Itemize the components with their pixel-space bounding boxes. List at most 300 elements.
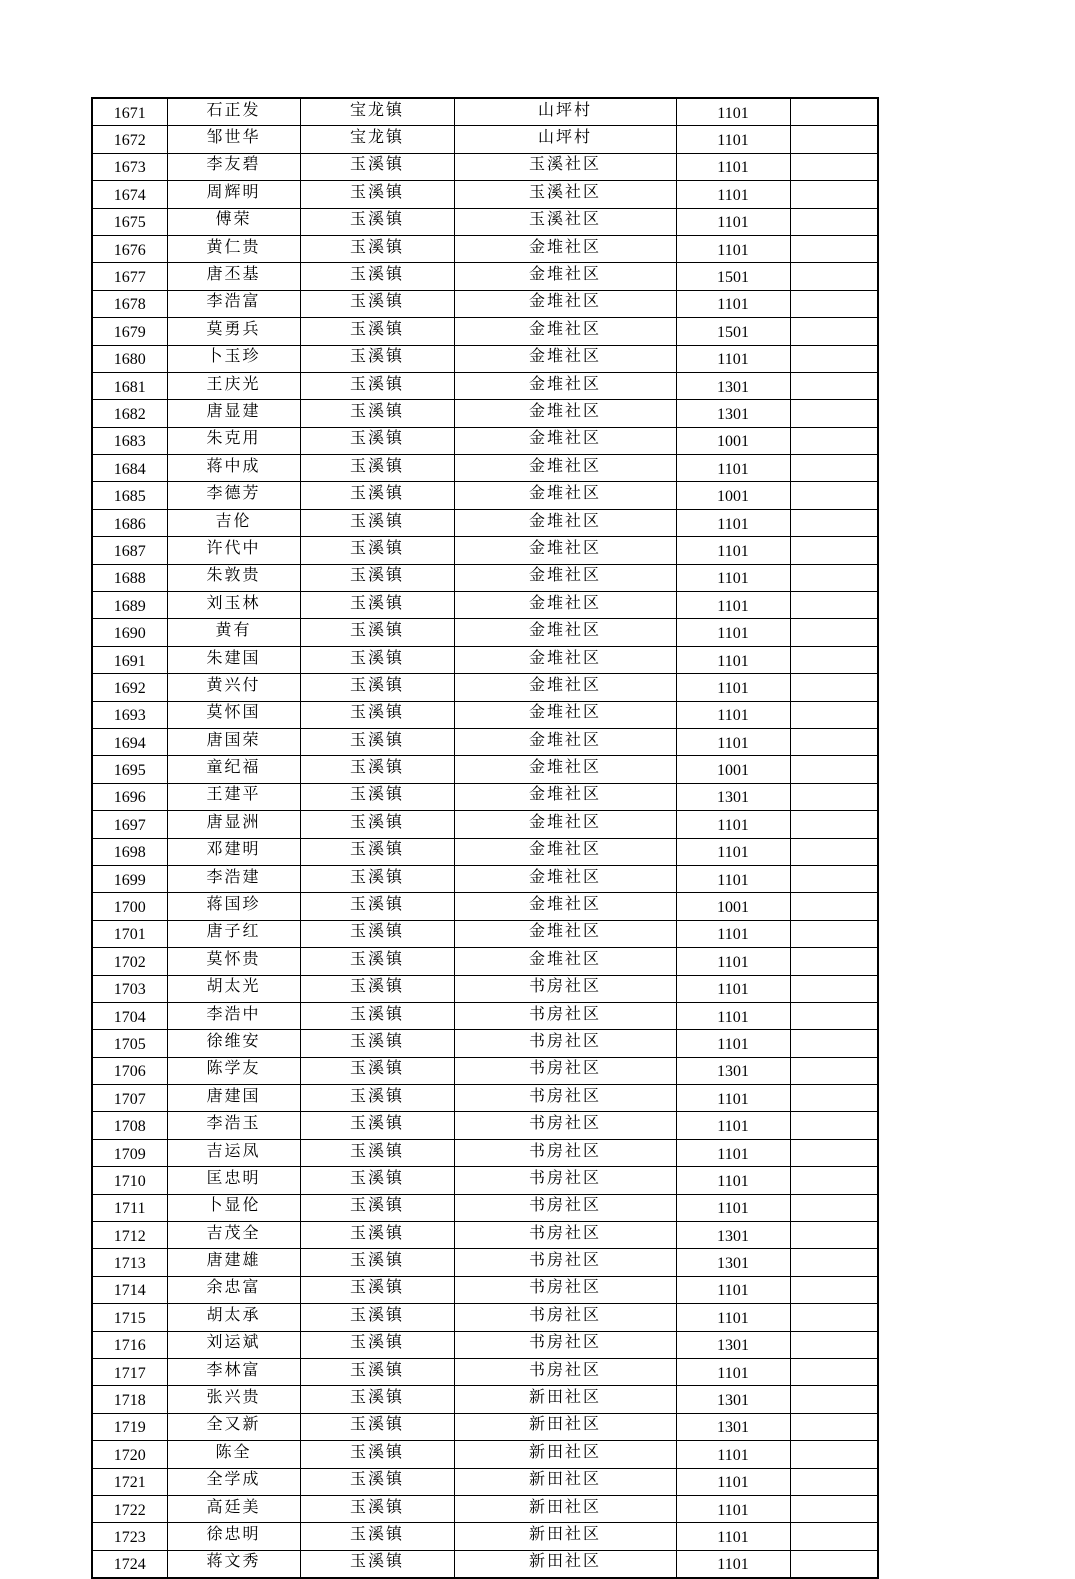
table-row [92,482,878,509]
cell-town: 玉溪镇 [300,1441,454,1468]
cell-serial-no: 1722 [92,1495,167,1522]
cell-community: 玉溪社区 [454,181,676,208]
cell-name: 黄兴付 [167,674,300,701]
cell-remark [790,1002,878,1029]
cell-serial-no: 1721 [92,1468,167,1495]
cell-name: 朱建国 [167,646,300,673]
cell-code: 1101 [676,537,790,564]
cell-serial-no: 1708 [92,1112,167,1139]
cell-town: 玉溪镇 [300,318,454,345]
cell-code: 1101 [676,1550,790,1578]
table-row [92,728,878,755]
cell-remark [790,509,878,536]
cell-town: 玉溪镇 [300,427,454,454]
cell-community: 金堆社区 [454,838,676,865]
cell-town: 玉溪镇 [300,811,454,838]
cell-remark [790,865,878,892]
cell-town: 玉溪镇 [300,153,454,180]
cell-town: 玉溪镇 [300,1331,454,1358]
cell-code: 1301 [676,1331,790,1358]
cell-town: 玉溪镇 [300,181,454,208]
cell-code: 1101 [676,1194,790,1221]
cell-name: 莫怀贵 [167,948,300,975]
cell-name: 胡太光 [167,975,300,1002]
cell-town: 玉溪镇 [300,400,454,427]
cell-community: 金堆社区 [454,811,676,838]
cell-name: 唐显洲 [167,811,300,838]
cell-serial-no: 1718 [92,1386,167,1413]
cell-code: 1101 [676,98,790,126]
cell-town: 玉溪镇 [300,1030,454,1057]
cell-name: 朱克用 [167,427,300,454]
cell-town: 玉溪镇 [300,1550,454,1578]
cell-name: 吉运凤 [167,1139,300,1166]
table-row [92,1523,878,1550]
cell-code: 1101 [676,1441,790,1468]
cell-town: 玉溪镇 [300,1249,454,1276]
table-row [92,1386,878,1413]
cell-remark [790,701,878,728]
cell-name: 吉伦 [167,509,300,536]
cell-remark [790,893,878,920]
table-row [92,1550,878,1578]
cell-town: 宝龙镇 [300,98,454,126]
cell-community: 金堆社区 [454,756,676,783]
cell-name: 李浩富 [167,290,300,317]
cell-community: 书房社区 [454,1358,676,1385]
cell-town: 玉溪镇 [300,372,454,399]
cell-name: 李林富 [167,1358,300,1385]
cell-town: 玉溪镇 [300,1085,454,1112]
cell-name: 卜玉珍 [167,345,300,372]
cell-name: 周辉明 [167,181,300,208]
cell-community: 玉溪社区 [454,208,676,235]
cell-community: 书房社区 [454,1167,676,1194]
cell-remark [790,920,878,947]
cell-name: 李浩玉 [167,1112,300,1139]
cell-name: 黄仁贵 [167,235,300,262]
cell-serial-no: 1690 [92,619,167,646]
cell-community: 新田社区 [454,1413,676,1440]
cell-remark [790,208,878,235]
cell-name: 邹世华 [167,126,300,153]
table-row [92,263,878,290]
table-row [92,153,878,180]
cell-serial-no: 1697 [92,811,167,838]
table-row [92,98,878,126]
cell-remark [790,592,878,619]
cell-name: 唐子红 [167,920,300,947]
cell-town: 玉溪镇 [300,1413,454,1440]
cell-serial-no: 1681 [92,372,167,399]
cell-remark [790,427,878,454]
cell-serial-no: 1719 [92,1413,167,1440]
cell-town: 玉溪镇 [300,1386,454,1413]
cell-name: 蒋文秀 [167,1550,300,1578]
cell-remark [790,372,878,399]
cell-town: 玉溪镇 [300,263,454,290]
cell-community: 书房社区 [454,1222,676,1249]
cell-serial-no: 1704 [92,1002,167,1029]
cell-serial-no: 1688 [92,564,167,591]
table-row [92,318,878,345]
cell-name: 王建平 [167,783,300,810]
cell-serial-no: 1676 [92,235,167,262]
cell-serial-no: 1684 [92,455,167,482]
cell-community: 金堆社区 [454,509,676,536]
cell-name: 黄有 [167,619,300,646]
cell-serial-no: 1720 [92,1441,167,1468]
cell-serial-no: 1677 [92,263,167,290]
cell-town: 玉溪镇 [300,1002,454,1029]
cell-name: 卜显伦 [167,1194,300,1221]
cell-code: 1101 [676,1304,790,1331]
cell-serial-no: 1691 [92,646,167,673]
cell-remark [790,455,878,482]
cell-name: 唐显建 [167,400,300,427]
cell-community: 书房社区 [454,1331,676,1358]
table-row [92,181,878,208]
cell-remark [790,811,878,838]
cell-community: 金堆社区 [454,400,676,427]
cell-name: 童纪福 [167,756,300,783]
cell-community: 金堆社区 [454,290,676,317]
cell-name: 许代中 [167,537,300,564]
cell-town: 玉溪镇 [300,1276,454,1303]
cell-name: 张兴贵 [167,1386,300,1413]
cell-code: 1101 [676,509,790,536]
cell-code: 1101 [676,1358,790,1385]
cell-remark [790,1167,878,1194]
cell-code: 1501 [676,318,790,345]
cell-remark [790,1413,878,1440]
cell-name: 徐维安 [167,1030,300,1057]
cell-name: 胡太承 [167,1304,300,1331]
cell-town: 玉溪镇 [300,455,454,482]
cell-serial-no: 1710 [92,1167,167,1194]
cell-community: 金堆社区 [454,646,676,673]
cell-name: 莫勇兵 [167,318,300,345]
cell-community: 金堆社区 [454,865,676,892]
cell-serial-no: 1717 [92,1358,167,1385]
cell-serial-no: 1709 [92,1139,167,1166]
cell-code: 1101 [676,1002,790,1029]
table-row [92,1249,878,1276]
cell-code: 1101 [676,728,790,755]
cell-code: 1101 [676,701,790,728]
cell-serial-no: 1699 [92,865,167,892]
cell-name: 李浩中 [167,1002,300,1029]
cell-community: 书房社区 [454,1304,676,1331]
cell-town: 玉溪镇 [300,646,454,673]
cell-code: 1101 [676,1468,790,1495]
cell-code: 1101 [676,1523,790,1550]
cell-town: 玉溪镇 [300,1495,454,1522]
cell-serial-no: 1714 [92,1276,167,1303]
cell-code: 1101 [676,126,790,153]
table-row [92,619,878,646]
cell-remark [790,1386,878,1413]
cell-name: 唐建雄 [167,1249,300,1276]
cell-code: 1101 [676,1167,790,1194]
cell-remark [790,1276,878,1303]
cell-serial-no: 1724 [92,1550,167,1578]
cell-code: 1101 [676,208,790,235]
cell-name: 傅荣 [167,208,300,235]
cell-name: 匡忠明 [167,1167,300,1194]
cell-town: 玉溪镇 [300,482,454,509]
cell-code: 1101 [676,920,790,947]
cell-code: 1101 [676,564,790,591]
cell-code: 1101 [676,1495,790,1522]
table-row [92,126,878,153]
cell-remark [790,1085,878,1112]
cell-community: 书房社区 [454,1194,676,1221]
cell-serial-no: 1686 [92,509,167,536]
cell-remark [790,1441,878,1468]
table-row [92,1222,878,1249]
cell-remark [790,975,878,1002]
cell-serial-no: 1675 [92,208,167,235]
cell-town: 玉溪镇 [300,728,454,755]
cell-remark [790,948,878,975]
cell-town: 玉溪镇 [300,345,454,372]
cell-code: 1101 [676,674,790,701]
cell-code: 1101 [676,865,790,892]
table-row [92,756,878,783]
cell-serial-no: 1678 [92,290,167,317]
cell-serial-no: 1672 [92,126,167,153]
cell-community: 新田社区 [454,1550,676,1578]
table-row [92,1167,878,1194]
cell-name: 唐丕基 [167,263,300,290]
cell-community: 金堆社区 [454,345,676,372]
table-row [92,783,878,810]
cell-community: 金堆社区 [454,427,676,454]
cell-serial-no: 1683 [92,427,167,454]
cell-serial-no: 1702 [92,948,167,975]
table-row [92,1194,878,1221]
cell-remark [790,1222,878,1249]
cell-town: 玉溪镇 [300,1194,454,1221]
table-row [92,235,878,262]
cell-serial-no: 1716 [92,1331,167,1358]
cell-community: 金堆社区 [454,948,676,975]
cell-community: 金堆社区 [454,783,676,810]
cell-community: 书房社区 [454,1030,676,1057]
cell-serial-no: 1674 [92,181,167,208]
cell-serial-no: 1703 [92,975,167,1002]
cell-name: 莫怀国 [167,701,300,728]
cell-name: 石正发 [167,98,300,126]
cell-community: 书房社区 [454,975,676,1002]
cell-community: 书房社区 [454,1249,676,1276]
cell-town: 玉溪镇 [300,756,454,783]
cell-name: 吉茂全 [167,1222,300,1249]
cell-name: 陈全 [167,1441,300,1468]
cell-town: 玉溪镇 [300,619,454,646]
cell-remark [790,728,878,755]
cell-code: 1101 [676,153,790,180]
table-row [92,1057,878,1084]
cell-code: 1101 [676,1276,790,1303]
cell-name: 王庆光 [167,372,300,399]
cell-remark [790,181,878,208]
cell-town: 玉溪镇 [300,564,454,591]
table-row [92,208,878,235]
cell-town: 玉溪镇 [300,235,454,262]
cell-serial-no: 1696 [92,783,167,810]
cell-name: 李友碧 [167,153,300,180]
table-row [92,1358,878,1385]
cell-code: 1101 [676,1085,790,1112]
cell-remark [790,400,878,427]
table-row [92,1276,878,1303]
table-row [92,455,878,482]
table-row [92,1002,878,1029]
cell-code: 1101 [676,811,790,838]
cell-serial-no: 1689 [92,592,167,619]
table-row [92,1139,878,1166]
cell-name: 李德芳 [167,482,300,509]
cell-remark [790,1194,878,1221]
cell-serial-no: 1692 [92,674,167,701]
table-row [92,427,878,454]
cell-remark [790,1523,878,1550]
cell-town: 玉溪镇 [300,838,454,865]
cell-community: 金堆社区 [454,728,676,755]
cell-community: 玉溪社区 [454,153,676,180]
cell-community: 新田社区 [454,1386,676,1413]
cell-remark [790,674,878,701]
cell-town: 玉溪镇 [300,1468,454,1495]
cell-code: 1101 [676,455,790,482]
cell-town: 玉溪镇 [300,975,454,1002]
cell-community: 金堆社区 [454,920,676,947]
cell-code: 1101 [676,181,790,208]
cell-remark [790,1304,878,1331]
cell-code: 1301 [676,783,790,810]
table-row [92,372,878,399]
table-row [92,811,878,838]
cell-town: 玉溪镇 [300,1222,454,1249]
cell-serial-no: 1713 [92,1249,167,1276]
cell-serial-no: 1695 [92,756,167,783]
cell-town: 玉溪镇 [300,783,454,810]
cell-serial-no: 1671 [92,98,167,126]
cell-community: 金堆社区 [454,893,676,920]
cell-remark [790,1139,878,1166]
data-table [91,97,879,1579]
cell-remark [790,318,878,345]
cell-code: 1101 [676,948,790,975]
table-row [92,865,878,892]
cell-name: 朱敦贵 [167,564,300,591]
cell-code: 1301 [676,1413,790,1440]
cell-community: 书房社区 [454,1276,676,1303]
cell-code: 1101 [676,838,790,865]
cell-town: 玉溪镇 [300,290,454,317]
cell-community: 书房社区 [454,1139,676,1166]
cell-remark [790,482,878,509]
cell-town: 玉溪镇 [300,920,454,947]
cell-code: 1001 [676,893,790,920]
table-row [92,1413,878,1440]
cell-community: 金堆社区 [454,592,676,619]
cell-serial-no: 1705 [92,1030,167,1057]
cell-community: 金堆社区 [454,235,676,262]
cell-code: 1301 [676,1386,790,1413]
table-row [92,509,878,536]
cell-name: 余忠富 [167,1276,300,1303]
cell-town: 玉溪镇 [300,509,454,536]
cell-name: 陈学友 [167,1057,300,1084]
cell-name: 全又新 [167,1413,300,1440]
cell-code: 1501 [676,263,790,290]
cell-remark [790,1030,878,1057]
table-row [92,1085,878,1112]
cell-town: 玉溪镇 [300,674,454,701]
cell-code: 1101 [676,646,790,673]
cell-code: 1001 [676,427,790,454]
cell-community: 山坪村 [454,126,676,153]
cell-remark [790,564,878,591]
cell-serial-no: 1701 [92,920,167,947]
table-row [92,674,878,701]
cell-remark [790,646,878,673]
cell-code: 1101 [676,345,790,372]
cell-community: 金堆社区 [454,674,676,701]
table-row [92,948,878,975]
cell-town: 玉溪镇 [300,1139,454,1166]
cell-serial-no: 1706 [92,1057,167,1084]
cell-serial-no: 1679 [92,318,167,345]
cell-remark [790,98,878,126]
cell-community: 金堆社区 [454,564,676,591]
table-row [92,400,878,427]
cell-community: 书房社区 [454,1057,676,1084]
cell-remark [790,783,878,810]
cell-community: 金堆社区 [454,537,676,564]
cell-serial-no: 1700 [92,893,167,920]
cell-name: 蒋国珍 [167,893,300,920]
table-row [92,1112,878,1139]
cell-remark [790,537,878,564]
cell-town: 玉溪镇 [300,1167,454,1194]
cell-name: 高廷美 [167,1495,300,1522]
cell-code: 1301 [676,1222,790,1249]
cell-town: 玉溪镇 [300,865,454,892]
table-row [92,1468,878,1495]
cell-community: 新田社区 [454,1468,676,1495]
cell-code: 1101 [676,1030,790,1057]
cell-community: 新田社区 [454,1523,676,1550]
cell-remark [790,1468,878,1495]
table-row [92,592,878,619]
cell-remark [790,1057,878,1084]
cell-code: 1301 [676,1057,790,1084]
cell-remark [790,619,878,646]
cell-name: 邓建明 [167,838,300,865]
cell-code: 1001 [676,756,790,783]
table-row [92,345,878,372]
cell-code: 1301 [676,372,790,399]
cell-community: 新田社区 [454,1441,676,1468]
cell-community: 金堆社区 [454,263,676,290]
cell-community: 书房社区 [454,1085,676,1112]
cell-serial-no: 1682 [92,400,167,427]
cell-serial-no: 1711 [92,1194,167,1221]
